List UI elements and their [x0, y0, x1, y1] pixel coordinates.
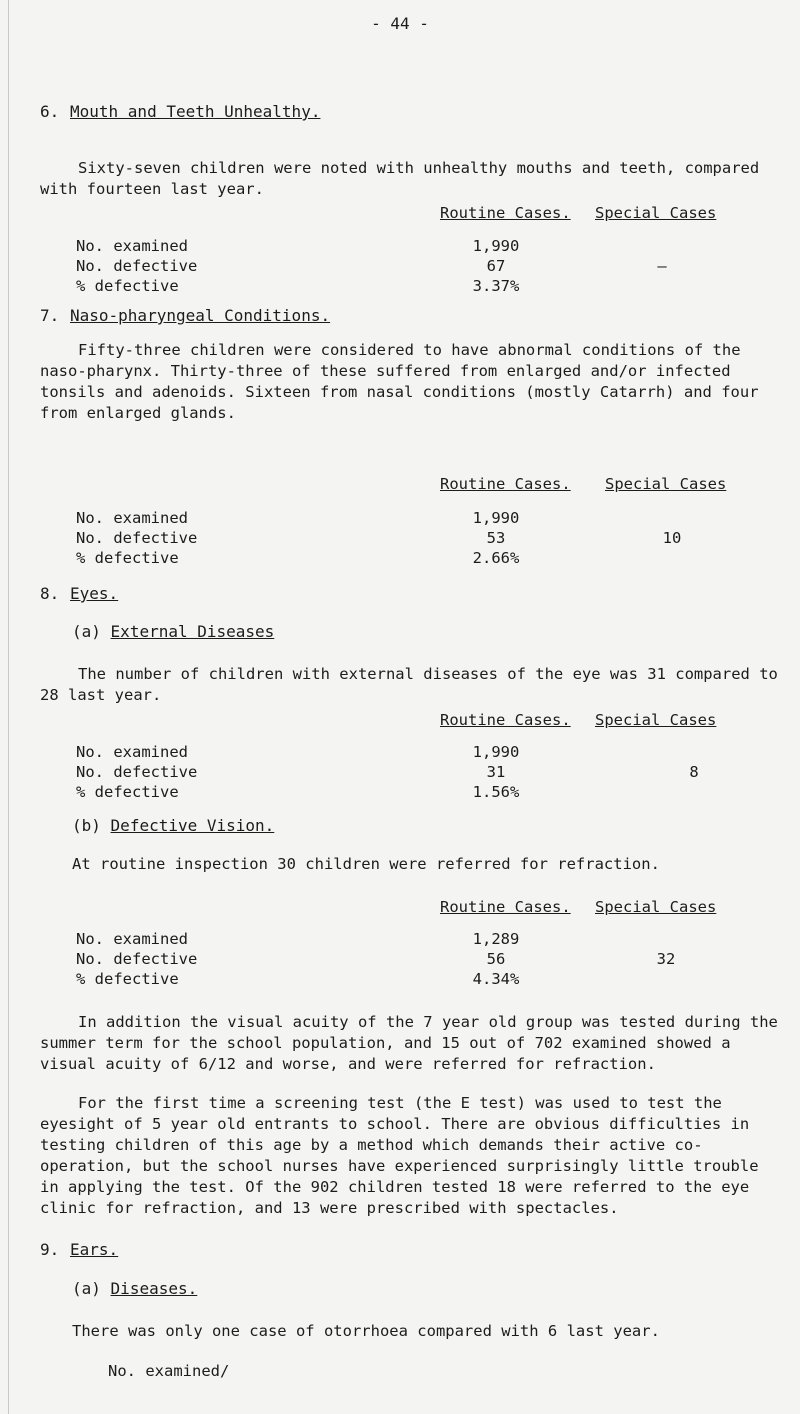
scan-margin-line: [8, 0, 9, 1414]
row-label: No. defective: [76, 950, 198, 968]
section-6-paragraph: Sixty-seven children were noted with unhealthy mouths and teeth, compared with fourteen last year.: [40, 159, 760, 198]
row-label: % defective: [76, 277, 179, 295]
special-value: –: [657, 257, 667, 275]
section-8-title: Eyes.: [70, 584, 119, 603]
routine-value: 56: [486, 950, 506, 968]
section-8a-paragraph: The number of children with external diseases of the eye was 31 compared to 28 last year.: [40, 665, 778, 704]
section-6-number: 6.: [40, 102, 60, 121]
row-label: % defective: [76, 549, 179, 567]
routine-value: 31: [486, 763, 506, 781]
section-8b-heading: [72, 816, 274, 835]
section-8b-paragraph-2: For the first time a screening test (the E test) was used to test the eyesight of 5 year old entrants to school. There are obvious difficulties in testing children of this age by a method which demands their active co-operation, but the school nurses have experienced surprisingly little trouble in applying the test. Of the 902 children tested 18 were referred to the eye clinic for refraction, and 13 were prescribed with spectacles.: [40, 1094, 759, 1217]
section-9a-line: There was only one case of otorrhoea compared with 6 last year.: [72, 1322, 660, 1340]
section-8b-routine-header: Routine Cases.: [440, 898, 571, 916]
section-8a-routine-header: Routine Cases.: [440, 711, 571, 729]
routine-value: 1,990: [472, 509, 520, 527]
section-8a-label: (a): [72, 622, 101, 641]
section-7-title: Naso-pharyngeal Conditions.: [70, 306, 331, 325]
section-8a-title: External Diseases: [110, 622, 275, 641]
section-9-heading: [40, 1240, 118, 1259]
routine-value: 1,289: [472, 930, 520, 948]
row-label: No. examined: [76, 743, 188, 761]
section-9a-title: Diseases.: [110, 1279, 198, 1298]
section-7-routine-header: Routine Cases.: [440, 475, 571, 493]
special-value: 10: [662, 529, 682, 547]
continuation-text: No. examined/: [108, 1362, 230, 1380]
section-7-paragraph: Fifty-three children were considered to have abnormal conditions of the naso-pharynx. Thirty-three of these suffered from enlarged and/or infected tonsils and adenoids. Sixteen from nasal conditions (mostly Catarrh) and four from enlarged glands.: [40, 341, 759, 422]
routine-value: 67: [486, 257, 506, 275]
section-9-number: 9.: [40, 1240, 60, 1259]
section-8b-label: (b): [72, 816, 101, 835]
row-label: No. defective: [76, 763, 198, 781]
special-value: 32: [656, 950, 676, 968]
section-8-number: 8.: [40, 584, 60, 603]
row-label: No. examined: [76, 237, 188, 255]
row-label: % defective: [76, 783, 179, 801]
routine-value: 1,990: [472, 743, 520, 761]
routine-value: 4.34%: [472, 970, 520, 988]
section-8b-title: Defective Vision.: [110, 816, 275, 835]
section-7-special-header: Special Cases: [605, 475, 727, 493]
section-8a-special-header: Special Cases: [595, 711, 717, 729]
row-label: No. defective: [76, 529, 198, 547]
routine-value: 1.56%: [472, 783, 520, 801]
row-label: % defective: [76, 970, 179, 988]
section-8b-special-header: Special Cases: [595, 898, 717, 916]
section-8b-paragraph-1: In addition the visual acuity of the 7 year old group was tested during the summer term for the school population, and 15 out of 702 examined showed a visual acuity of 6/12 and worse, and were referred for refraction.: [40, 1013, 778, 1073]
section-6-title: Mouth and Teeth Unhealthy.: [70, 102, 321, 121]
section-7-heading: [40, 306, 330, 325]
page-number: - 44 -: [371, 14, 429, 33]
row-label: No. defective: [76, 257, 198, 275]
section-9-title: Ears.: [70, 1240, 119, 1259]
section-9a-label: (a): [72, 1279, 101, 1298]
routine-value: 2.66%: [472, 549, 520, 567]
section-7-number: 7.: [40, 306, 60, 325]
row-label: No. examined: [76, 930, 188, 948]
section-6-special-header: Special Cases: [595, 204, 717, 222]
section-8a-heading: [72, 622, 274, 641]
section-6-heading: [40, 102, 320, 121]
section-6-routine-header: Routine Cases.: [440, 204, 571, 222]
routine-value: 3.37%: [472, 277, 520, 295]
section-9a-heading: [72, 1279, 197, 1298]
row-label: No. examined: [76, 509, 188, 527]
special-value: 8: [689, 763, 699, 781]
section-8-heading: [40, 584, 118, 603]
routine-value: 1,990: [472, 237, 520, 255]
routine-value: 53: [486, 529, 506, 547]
section-8b-line: At routine inspection 30 children were referred for refraction.: [72, 855, 660, 873]
